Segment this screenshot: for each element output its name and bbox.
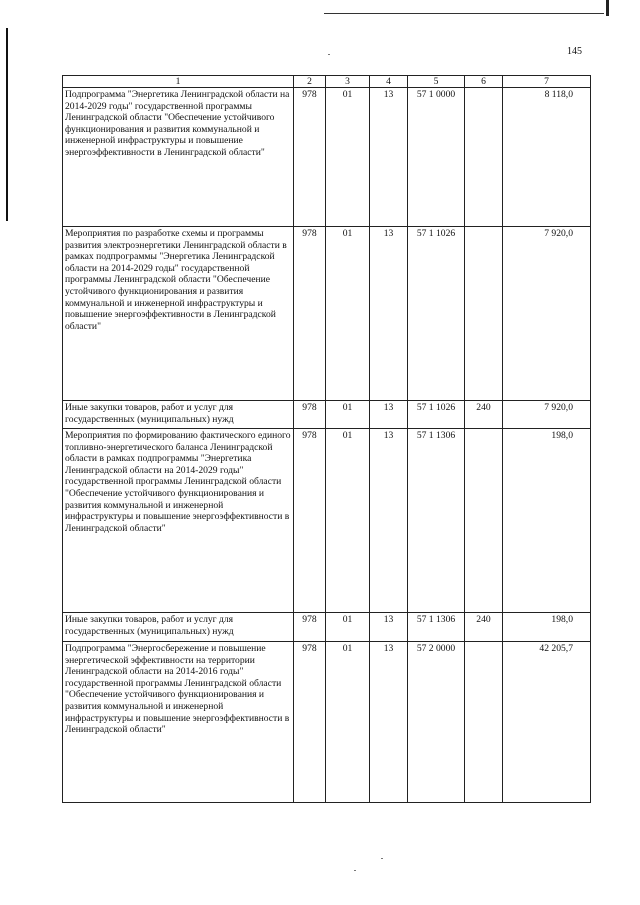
header-cell: 6 <box>465 76 503 88</box>
row-gr-cell: 978 <box>294 401 326 429</box>
table-header-row <box>63 76 591 88</box>
row-sum-cell: 8 118,0 <box>503 88 591 227</box>
row-sum-cell: 42 205,7 <box>503 642 591 803</box>
table-row <box>63 642 591 803</box>
scan-speck <box>381 858 383 859</box>
row-sum-cell: 7 920,0 <box>503 401 591 429</box>
scan-speck <box>328 54 330 55</box>
header-cell: 2 <box>294 76 326 88</box>
scan-corner-mark <box>606 0 609 16</box>
row-csr-cell: 57 2 0000 <box>408 642 465 803</box>
row-vr-cell <box>465 88 503 227</box>
row-gr-cell: 978 <box>294 429 326 613</box>
row-pr-cell: 13 <box>370 227 408 401</box>
row-pr-cell: 13 <box>370 429 408 613</box>
row-rz-cell: 01 <box>326 88 370 227</box>
row-vr-cell <box>465 227 503 401</box>
row-name-cell: Мероприятия по формированию фактического единого топливно-энергетического баланса Ленинградской области в рамках подпрограммы "Энергетика Ленинградской области на 2014-2029 годы" государственной программы Ленинградской области "Обеспечение устойчивого функционирования и развития коммунальной и инженерной инфраструктуры и повышение энергоэффективности в Ленинградской области" <box>63 429 294 613</box>
row-rz-cell: 01 <box>326 613 370 642</box>
row-rz-cell: 01 <box>326 642 370 803</box>
table-row <box>63 227 591 401</box>
row-csr-cell: 57 1 1306 <box>408 429 465 613</box>
header-cell: 7 <box>503 76 591 88</box>
header-cell: 3 <box>326 76 370 88</box>
row-csr-cell: 57 1 1026 <box>408 227 465 401</box>
row-vr-cell: 240 <box>465 613 503 642</box>
row-gr-cell: 978 <box>294 613 326 642</box>
row-pr-cell: 13 <box>370 401 408 429</box>
row-name-cell: Иные закупки товаров, работ и услуг для государственных (муниципальных) нужд <box>63 613 294 642</box>
row-vr-cell: 240 <box>465 401 503 429</box>
row-name-cell: Иные закупки товаров, работ и услуг для государственных (муниципальных) нужд <box>63 401 294 429</box>
table-row <box>63 429 591 613</box>
row-pr-cell: 13 <box>370 613 408 642</box>
row-sum-cell: 198,0 <box>503 429 591 613</box>
row-vr-cell <box>465 642 503 803</box>
row-name-cell: Подпрограмма "Энергетика Ленинградской области на 2014-2029 годы" государственной программы Ленинградской области "Обеспечение устойчивого функционирования и развития коммунальной и инженерной инфраструктуры и повышение энергоэффективности в Ленинградской области" <box>63 88 294 227</box>
row-pr-cell: 13 <box>370 642 408 803</box>
row-sum-cell: 198,0 <box>503 613 591 642</box>
header-cell: 1 <box>63 76 294 88</box>
scan-left-edge-mark <box>6 28 8 221</box>
row-gr-cell: 978 <box>294 227 326 401</box>
row-csr-cell: 57 1 1026 <box>408 401 465 429</box>
table-row <box>63 88 591 227</box>
row-sum-cell: 7 920,0 <box>503 227 591 401</box>
scan-top-rule <box>324 13 604 14</box>
budget-table <box>62 75 591 803</box>
row-pr-cell: 13 <box>370 88 408 227</box>
row-name-cell: Мероприятия по разработке схемы и программы развития электроэнергетики Ленинградской области в рамках подпрограммы "Энергетика Ленинградской области на 2014-2029 годы" государственной программы Ленинградской области "Обеспечение устойчивого функционирования и развития коммунальной и инженерной инфраструктуры и повышение энергоэффективности в Ленинградской области" <box>63 227 294 401</box>
row-rz-cell: 01 <box>326 429 370 613</box>
row-gr-cell: 978 <box>294 642 326 803</box>
row-rz-cell: 01 <box>326 401 370 429</box>
table-row <box>63 401 591 429</box>
table-row <box>63 613 591 642</box>
page-number: 145 <box>567 46 582 57</box>
row-csr-cell: 57 1 1306 <box>408 613 465 642</box>
row-csr-cell: 57 1 0000 <box>408 88 465 227</box>
row-gr-cell: 978 <box>294 88 326 227</box>
row-vr-cell <box>465 429 503 613</box>
row-name-cell: Подпрограмма "Энергосбережение и повышение энергетической эффективности на территории Ленинградской области на 2014-2016 годы" государственной программы Ленинградской области "Обеспечение устойчивого функционирования и развития коммунальной и инженерной инфраструктуры и повышение энергоэффективности в Ленинградской области" <box>63 642 294 803</box>
row-rz-cell: 01 <box>326 227 370 401</box>
header-cell: 5 <box>408 76 465 88</box>
header-cell: 4 <box>370 76 408 88</box>
scan-speck <box>354 870 356 871</box>
